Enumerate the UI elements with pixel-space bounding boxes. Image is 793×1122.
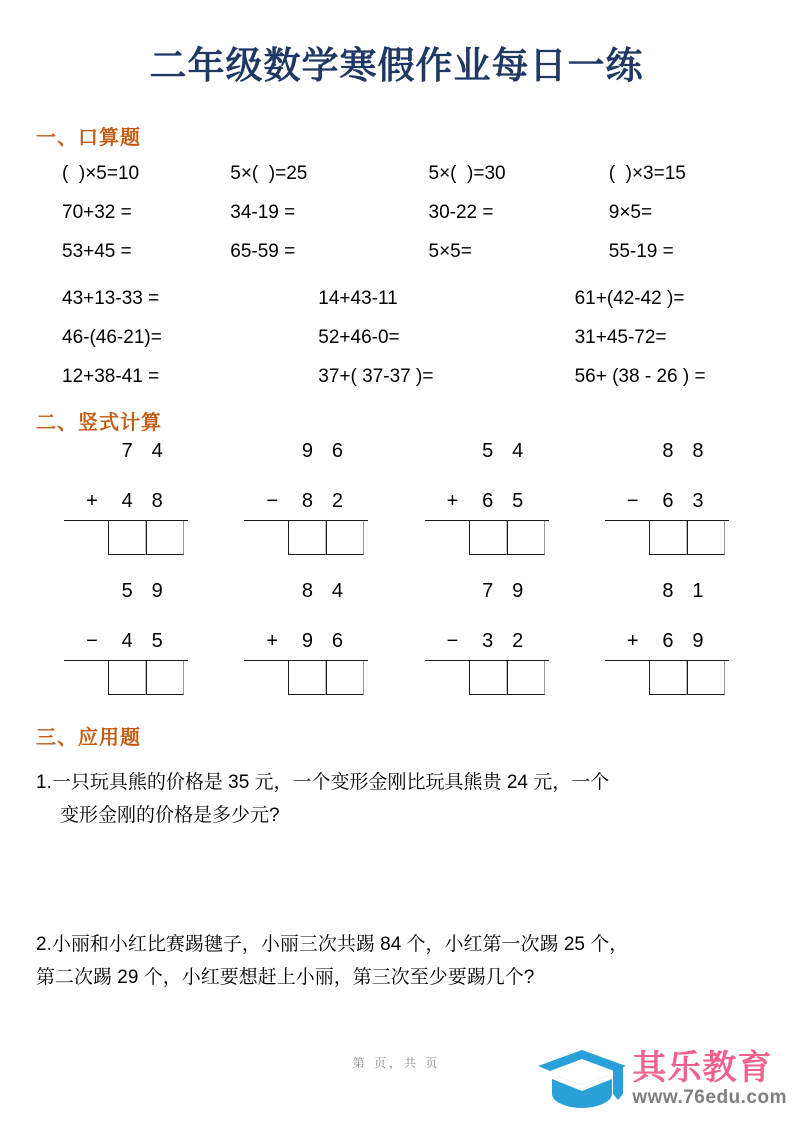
vertical-problem <box>577 581 757 695</box>
vertical-problem <box>36 581 216 695</box>
word-problem <box>36 766 757 833</box>
oral-problem: ( )×5=10 <box>62 162 140 184</box>
oral-row <box>36 328 757 347</box>
section-header-vertical-computation: 二、竖式计算 <box>36 411 162 434</box>
operand-bottom-tens: 6 <box>482 489 494 512</box>
section-header-word-problems: 三、应用题 <box>36 726 141 749</box>
oral-problem: 43+13-33 = <box>62 287 160 309</box>
section-header-oral-arithmetic: 一、口算题 <box>36 126 141 149</box>
vertical-computation-block <box>36 441 757 695</box>
answer-cell-ones[interactable] <box>687 521 725 555</box>
answer-cell-tens[interactable] <box>649 521 687 555</box>
operand-top-ones: 1 <box>692 579 704 602</box>
page-title: 二年级数学寒假作业每日一练 <box>149 45 644 86</box>
vertical-problem <box>397 441 577 555</box>
operand-top-ones: 9 <box>151 579 163 602</box>
oral-problem: 5×( )=25 <box>230 162 308 184</box>
oral-problem: 56+ (38 - 26 ) = <box>574 365 706 387</box>
oral-problem: 5×5= <box>428 240 472 262</box>
operator: + <box>266 629 279 652</box>
answer-cell-tens[interactable] <box>469 661 507 695</box>
operand-top-ones: 4 <box>512 439 524 462</box>
answer-cell-ones[interactable] <box>507 521 545 555</box>
vertical-problem-row <box>36 581 757 695</box>
oral-problem: 65-59 = <box>230 240 296 262</box>
operand-top-tens: 5 <box>482 439 494 462</box>
oral-row <box>36 367 757 386</box>
operator: + <box>626 629 639 652</box>
page-indicator: 第 页，共 页 <box>352 1056 441 1070</box>
operator: − <box>86 629 98 652</box>
oral-problem: 12+38-41 = <box>62 365 160 387</box>
answer-cell-tens[interactable] <box>288 661 326 695</box>
oral-problem: 53+45 = <box>62 240 132 262</box>
answer-cell-ones[interactable] <box>687 661 725 695</box>
answer-cell-tens[interactable] <box>288 521 326 555</box>
oral-problem: 70+32 = <box>62 201 132 223</box>
operand-top-ones: 4 <box>151 439 163 462</box>
operand-top-ones: 8 <box>692 439 704 462</box>
word-problem-line: 2.小丽和小红比赛踢毽子，小丽三次共踢 84 个，小红第一次踢 25 个， <box>36 934 629 956</box>
answer-cell-tens[interactable] <box>108 661 146 695</box>
answer-grid[interactable] <box>108 521 188 555</box>
operand-top-tens: 8 <box>662 579 674 602</box>
word-problem <box>36 928 757 995</box>
operand-bottom-ones: 5 <box>151 629 163 652</box>
operand-bottom-ones: 5 <box>512 489 524 512</box>
operand-bottom-ones: 8 <box>151 489 163 512</box>
oral-row <box>36 289 757 308</box>
answer-grid[interactable] <box>288 521 368 555</box>
operand-top-tens: 9 <box>301 439 313 462</box>
operand-bottom-ones: 2 <box>331 489 343 512</box>
operator: − <box>446 629 459 652</box>
word-problem-line: 第二次踢 29 个，小红要想赶上小丽，第三次至少要踢几个? <box>36 967 535 989</box>
oral-problem: 55-19 = <box>608 240 674 262</box>
vertical-problem <box>216 441 396 555</box>
answer-grid[interactable] <box>649 521 729 555</box>
oral-row <box>36 203 757 222</box>
operand-top-ones: 9 <box>512 579 524 602</box>
oral-problem: ( )×3=15 <box>608 162 686 184</box>
operand-bottom-ones: 6 <box>331 629 343 652</box>
operand-bottom-tens: 3 <box>482 629 494 652</box>
word-problem-block <box>36 766 757 995</box>
oral-problem: 31+45-72= <box>574 326 667 348</box>
answer-grid[interactable] <box>288 661 368 695</box>
answer-cell-ones[interactable] <box>326 661 364 695</box>
logo-url: www.76edu.com <box>632 1087 787 1108</box>
operand-top-tens: 7 <box>121 439 133 462</box>
site-logo <box>536 1048 787 1110</box>
answer-cell-ones[interactable] <box>507 661 545 695</box>
operand-bottom-tens: 4 <box>121 489 133 512</box>
answer-grid[interactable] <box>469 661 549 695</box>
operator: − <box>626 489 639 512</box>
operand-top-tens: 5 <box>121 579 133 602</box>
answer-grid[interactable] <box>108 661 188 695</box>
answer-cell-ones[interactable] <box>146 661 184 695</box>
operand-top-tens: 8 <box>662 439 674 462</box>
oral-problem: 37+( 37-37 )= <box>318 365 434 387</box>
operand-bottom-tens: 9 <box>301 629 313 652</box>
answer-grid[interactable] <box>649 661 729 695</box>
graduation-cap-icon <box>536 1048 628 1110</box>
operand-bottom-tens: 6 <box>662 629 674 652</box>
operand-bottom-tens: 4 <box>121 629 133 652</box>
answer-cell-tens[interactable] <box>108 521 146 555</box>
oral-problem: 34-19 = <box>230 201 296 223</box>
operator: + <box>446 489 459 512</box>
answer-cell-ones[interactable] <box>146 521 184 555</box>
oral-problem: 5×( )=30 <box>428 162 506 184</box>
oral-problem: 9×5= <box>608 201 653 223</box>
logo-name: 其乐教育 <box>632 1049 773 1087</box>
operand-bottom-ones: 2 <box>512 629 524 652</box>
vertical-problem <box>216 581 396 695</box>
word-problem-line: 变形金刚的价格是多少元? <box>60 804 280 826</box>
operator: − <box>266 489 279 512</box>
operand-bottom-tens: 8 <box>301 489 313 512</box>
oral-problem: 14+43-11 <box>318 287 398 309</box>
answer-cell-ones[interactable] <box>326 521 364 555</box>
word-problem-line: 1.一只玩具熊的价格是 35 元，一个变形金刚比玩具熊贵 24 元，一个 <box>36 771 610 793</box>
oral-row <box>36 242 757 261</box>
operand-top-tens: 8 <box>301 579 313 602</box>
vertical-problem <box>36 441 216 555</box>
oral-problem: 30-22 = <box>428 201 494 223</box>
operand-top-ones: 4 <box>331 579 343 602</box>
page-footer <box>0 1030 793 1122</box>
operator: + <box>86 489 98 512</box>
vertical-problem-row <box>36 441 757 555</box>
vertical-problem <box>577 441 757 555</box>
logo-text <box>632 1051 787 1107</box>
oral-problem: 46-(46-21)= <box>62 326 162 348</box>
oral-arithmetic-block <box>36 164 757 386</box>
answer-cell-tens[interactable] <box>649 661 687 695</box>
operand-bottom-tens: 6 <box>662 489 674 512</box>
operand-bottom-ones: 9 <box>692 629 704 652</box>
oral-problem: 52+46-0= <box>318 326 400 348</box>
operand-top-ones: 6 <box>331 439 343 462</box>
answer-grid[interactable] <box>469 521 549 555</box>
operand-bottom-ones: 3 <box>692 489 704 512</box>
operand-top-tens: 7 <box>482 579 494 602</box>
vertical-problem <box>397 581 577 695</box>
oral-problem: 61+(42-42 )= <box>574 287 685 309</box>
answer-cell-tens[interactable] <box>469 521 507 555</box>
oral-row <box>36 164 757 183</box>
